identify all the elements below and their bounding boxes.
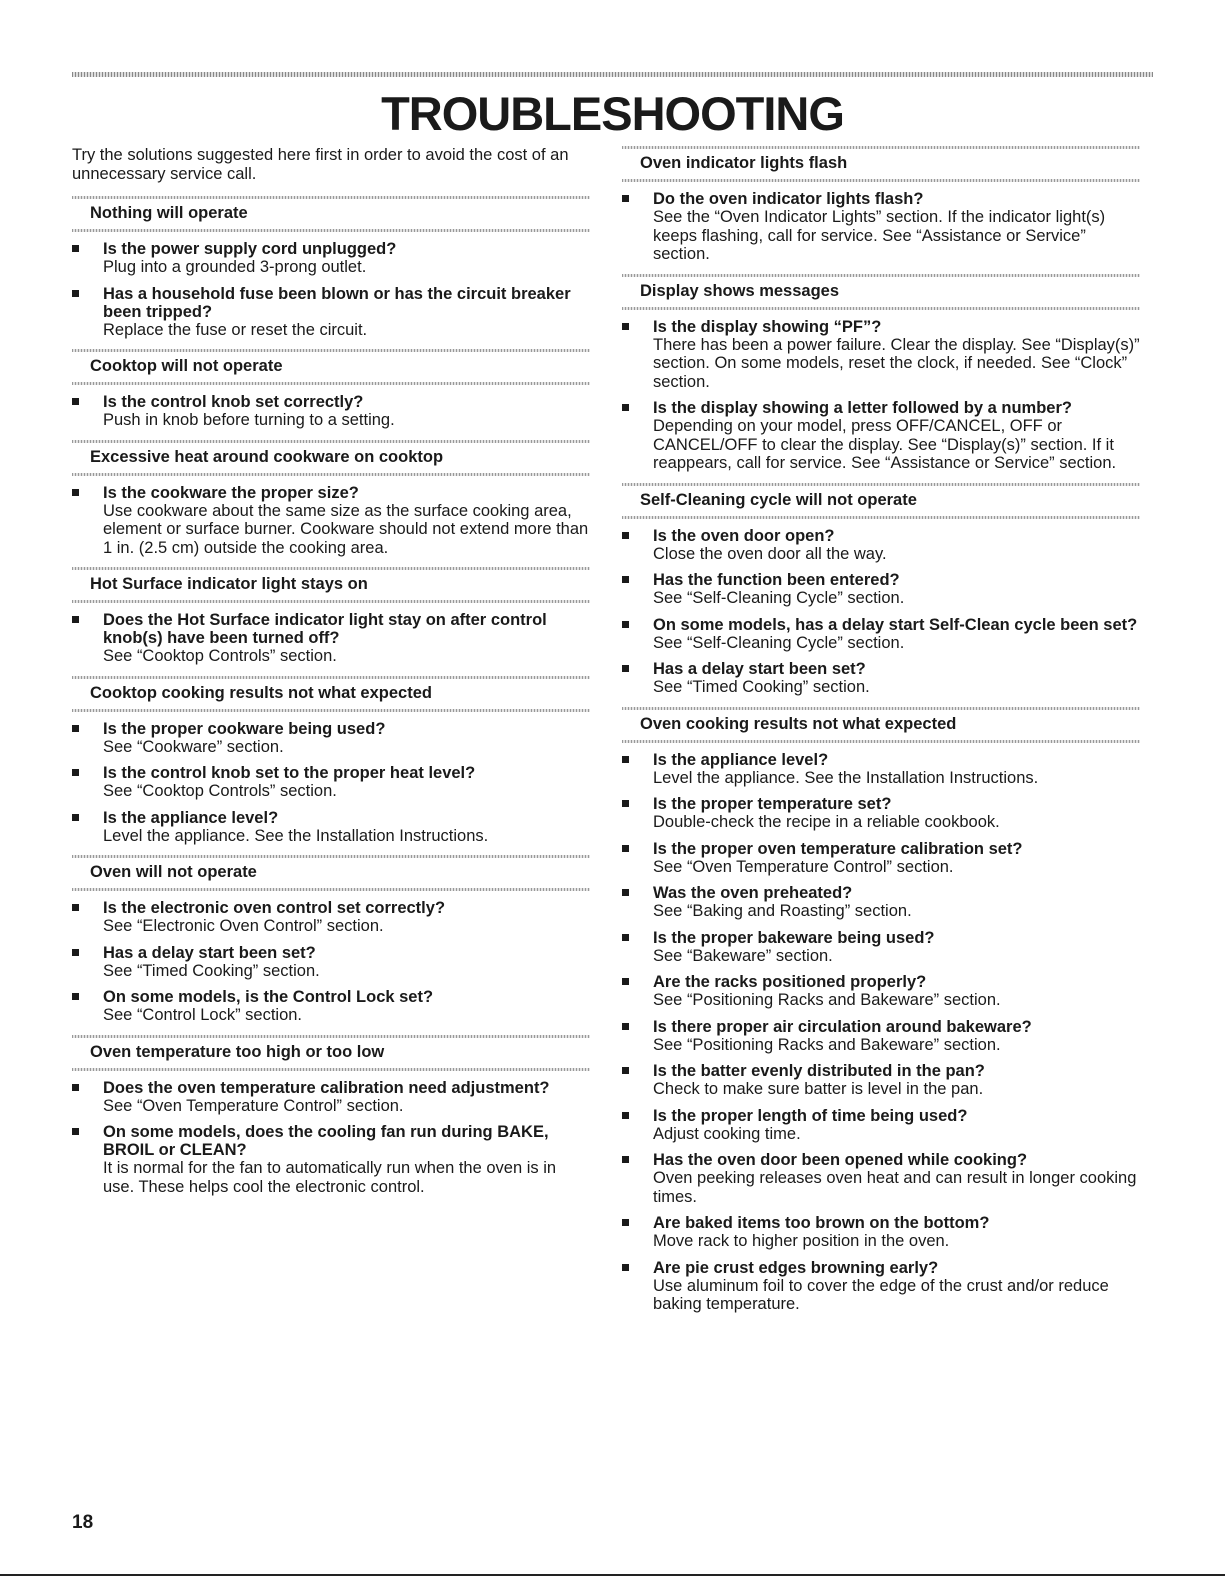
list-item [72, 484, 590, 558]
square-bullet-icon [622, 978, 629, 985]
section-heading: Self-Cleaning cycle will not operate [622, 483, 1140, 519]
troubleshooting-section [622, 707, 1140, 1314]
question-text: Has the oven door been opened while cooking? [653, 1151, 1028, 1169]
question-text: Is the power supply cord unplugged? [103, 240, 397, 258]
question-text: Does the Hot Surface indicator light stay on after control knob(s) have been turned off? [103, 611, 547, 647]
answer-text: Close the oven door all the way. [653, 544, 887, 563]
question-text: Has a delay start been set? [653, 660, 866, 678]
square-bullet-icon [72, 904, 79, 911]
list-item [622, 751, 1140, 788]
question-text: Is the electronic oven control set correctly? [103, 899, 446, 917]
answer-text: Replace the fuse or reset the circuit. [103, 320, 368, 339]
question-text: Is the control knob set to the proper heat level? [103, 764, 476, 782]
answer-text: See “Positioning Racks and Bakeware” section. [653, 1035, 1001, 1054]
square-bullet-icon [72, 290, 79, 297]
list-item [622, 190, 1140, 264]
answer-text: See “Self-Cleaning Cycle” section. [653, 633, 905, 652]
bottom-rule [0, 1574, 1225, 1576]
answer-text: Level the appliance. See the Installation Instructions. [103, 826, 489, 845]
page-number: 18 [72, 1512, 94, 1533]
question-text: Is the oven door open? [653, 526, 835, 545]
section-heading: Cooktop cooking results not what expected [72, 676, 590, 712]
list-item [622, 973, 1140, 1010]
list-item [622, 571, 1140, 608]
answer-text: See “Timed Cooking” section. [103, 961, 320, 980]
left-sections [72, 196, 590, 1196]
list-item [622, 1018, 1140, 1055]
section-heading: Oven temperature too high or too low [72, 1035, 590, 1071]
question-text: Is there proper air circulation around bakeware? [653, 1017, 1032, 1036]
troubleshooting-section [622, 146, 1140, 264]
list-item [622, 527, 1140, 564]
question-text: Are the racks positioned properly? [653, 973, 927, 991]
intro-text: Try the solutions suggested here first in order to avoid the cost of an unnecessary service call. [72, 146, 569, 183]
question-text: Are pie crust edges browning early? [653, 1258, 939, 1277]
answer-text: Push in knob before turning to a setting. [103, 411, 395, 429]
question-text: Is the display showing a letter followed by a number? [653, 399, 1072, 417]
square-bullet-icon [622, 665, 629, 672]
answer-text: Use aluminum foil to cover the edge of the crust and/or reduce baking temperature. [653, 1276, 1109, 1313]
question-text: Does the oven temperature calibration need adjustment? [103, 1078, 550, 1097]
question-text: Is the proper bakeware being used? [653, 928, 935, 947]
answer-text: See “Cookware” section. [103, 737, 284, 756]
list-item [72, 393, 590, 430]
list-item [622, 660, 1140, 697]
troubleshooting-section [72, 349, 590, 430]
troubleshooting-section [72, 196, 590, 339]
list-item [72, 1079, 590, 1116]
section-heading: Oven indicator lights flash [622, 146, 1140, 182]
answer-text: Depending on your model, press OFF/CANCEL, OFF or CANCEL/OFF to clear the display. See “Display(s)” section. If it reappears, call for service. See “Assistance or Service” section. [653, 417, 1117, 472]
list-item [72, 285, 590, 340]
answer-text: See “Bakeware” section. [653, 946, 833, 965]
answer-text: There has been a power failure. Clear the display. See “Display(s)” section. On some models, reset the clock, if needed. See “Clock” section. [653, 335, 1140, 391]
section-heading: Display shows messages [622, 274, 1140, 310]
section-heading: Oven will not operate [72, 855, 590, 891]
list-item [622, 399, 1140, 473]
question-text: Has a household fuse been blown or has the circuit breaker been tripped? [103, 284, 571, 321]
square-bullet-icon [72, 398, 79, 405]
question-text: Do the oven indicator lights flash? [653, 190, 924, 208]
page-title: TROUBLESHOOTING [381, 87, 844, 140]
answer-text: Move rack to higher position in the oven. [653, 1232, 950, 1250]
square-bullet-icon [622, 889, 629, 896]
question-text: On some models, is the Control Lock set? [103, 988, 434, 1006]
list-item [72, 809, 590, 846]
answer-text: See “Baking and Roasting” section. [653, 902, 912, 920]
question-text: On some models, has a delay start Self-Clean cycle been set? [653, 615, 1138, 634]
square-bullet-icon [72, 616, 79, 623]
square-bullet-icon [622, 1156, 629, 1163]
troubleshooting-section [622, 274, 1140, 473]
list-item [72, 988, 590, 1025]
list-item [72, 899, 590, 936]
question-text: Has the function been entered? [653, 571, 900, 589]
list-item [622, 840, 1140, 877]
answer-text: See “Oven Temperature Control” section. [653, 857, 954, 876]
square-bullet-icon [622, 1264, 629, 1271]
list-item [72, 720, 590, 757]
square-bullet-icon [72, 949, 79, 956]
answer-text: See the “Oven Indicator Lights” section. If the indicator light(s) keeps flashing, call for service. See “Assistance or Service” section. [653, 208, 1106, 263]
square-bullet-icon [622, 934, 629, 941]
question-text: Is the proper length of time being used? [653, 1106, 968, 1125]
answer-text: Double-check the recipe in a reliable cookbook. [653, 813, 1000, 831]
square-bullet-icon [72, 1084, 79, 1091]
question-text: Is the appliance level? [103, 808, 279, 827]
section-heading: Cooktop will not operate [72, 349, 590, 385]
square-bullet-icon [72, 245, 79, 252]
answer-text: Check to make sure batter is level in the pan. [653, 1080, 984, 1098]
troubleshooting-section [72, 1035, 590, 1197]
square-bullet-icon [72, 769, 79, 776]
answer-text: See “Electronic Oven Control” section. [103, 917, 384, 935]
square-bullet-icon [622, 1067, 629, 1074]
question-text: Are baked items too brown on the bottom? [653, 1214, 990, 1232]
list-item [622, 616, 1140, 653]
square-bullet-icon [622, 621, 629, 628]
square-bullet-icon [72, 725, 79, 732]
answer-text: Oven peeking releases oven heat and can result in longer cooking times. [653, 1169, 1137, 1206]
square-bullet-icon [622, 404, 629, 411]
section-heading: Oven cooking results not what expected [622, 707, 1140, 743]
question-text: Was the oven preheated? [653, 884, 853, 902]
answer-text: Plug into a grounded 3-prong outlet. [103, 258, 367, 276]
square-bullet-icon [72, 1128, 79, 1135]
troubleshooting-section [72, 676, 590, 846]
list-item [622, 1151, 1140, 1206]
list-item [622, 1214, 1140, 1251]
square-bullet-icon [622, 800, 629, 807]
answer-text: See “Cooktop Controls” section. [103, 647, 337, 665]
square-bullet-icon [622, 323, 629, 330]
answer-text: Level the appliance. See the Installation Instructions. [653, 768, 1039, 787]
list-item [72, 944, 590, 981]
troubleshooting-section [622, 483, 1140, 697]
top-rule [72, 72, 1153, 77]
square-bullet-icon [622, 756, 629, 763]
square-bullet-icon [622, 195, 629, 202]
question-text: Is the appliance level? [653, 750, 829, 769]
question-text: On some models, does the cooling fan run during BAKE, BROIL or CLEAN? [103, 1123, 549, 1159]
list-item [622, 929, 1140, 966]
square-bullet-icon [72, 489, 79, 496]
answer-text: Use cookware about the same size as the surface cooking area, element or surface burner. Cookware should not extend more than 1 in. (2.5 cm) outside the cooking area. [103, 501, 589, 557]
question-text: Has a delay start been set? [103, 943, 316, 962]
right-column [622, 146, 1140, 1324]
square-bullet-icon [72, 814, 79, 821]
list-item [622, 1062, 1140, 1099]
question-text: Is the proper oven temperature calibration set? [653, 839, 1023, 858]
list-item [72, 764, 590, 801]
answer-text: It is normal for the fan to automatically run when the oven is in use. These helps cool the electronic control. [103, 1159, 557, 1196]
square-bullet-icon [622, 1219, 629, 1226]
answer-text: See “Oven Temperature Control” section. [103, 1096, 404, 1115]
list-item [72, 611, 590, 666]
list-item [72, 1123, 590, 1196]
square-bullet-icon [622, 576, 629, 583]
answer-text: See “Control Lock” section. [103, 1006, 303, 1024]
question-text: Is the proper temperature set? [653, 795, 892, 813]
answer-text: See “Self-Cleaning Cycle” section. [653, 589, 905, 607]
square-bullet-icon [622, 1112, 629, 1119]
right-sections [622, 146, 1140, 1314]
list-item [622, 884, 1140, 921]
section-heading: Nothing will operate [72, 196, 590, 232]
question-text: Is the control knob set correctly? [103, 393, 364, 411]
answer-text: Adjust cooking time. [653, 1124, 801, 1143]
list-item [622, 1259, 1140, 1314]
square-bullet-icon [622, 845, 629, 852]
section-heading: Hot Surface indicator light stays on [72, 567, 590, 603]
question-text: Is the proper cookware being used? [103, 719, 386, 738]
square-bullet-icon [622, 1023, 629, 1030]
square-bullet-icon [622, 532, 629, 539]
question-text: Is the cookware the proper size? [103, 483, 359, 502]
question-text: Is the batter evenly distributed in the pan? [653, 1062, 985, 1080]
list-item [72, 240, 590, 277]
answer-text: See “Positioning Racks and Bakeware” section. [653, 991, 1001, 1009]
troubleshooting-section [72, 440, 590, 558]
list-item [622, 795, 1140, 832]
list-item [622, 1107, 1140, 1144]
troubleshooting-section [72, 855, 590, 1025]
question-text: Is the display showing “PF”? [653, 317, 882, 336]
answer-text: See “Cooktop Controls” section. [103, 782, 337, 800]
troubleshooting-section [72, 567, 590, 666]
square-bullet-icon [72, 993, 79, 1000]
answer-text: See “Timed Cooking” section. [653, 678, 870, 696]
left-column [72, 146, 590, 1206]
list-item [622, 318, 1140, 392]
section-heading: Excessive heat around cookware on cooktop [72, 440, 590, 476]
